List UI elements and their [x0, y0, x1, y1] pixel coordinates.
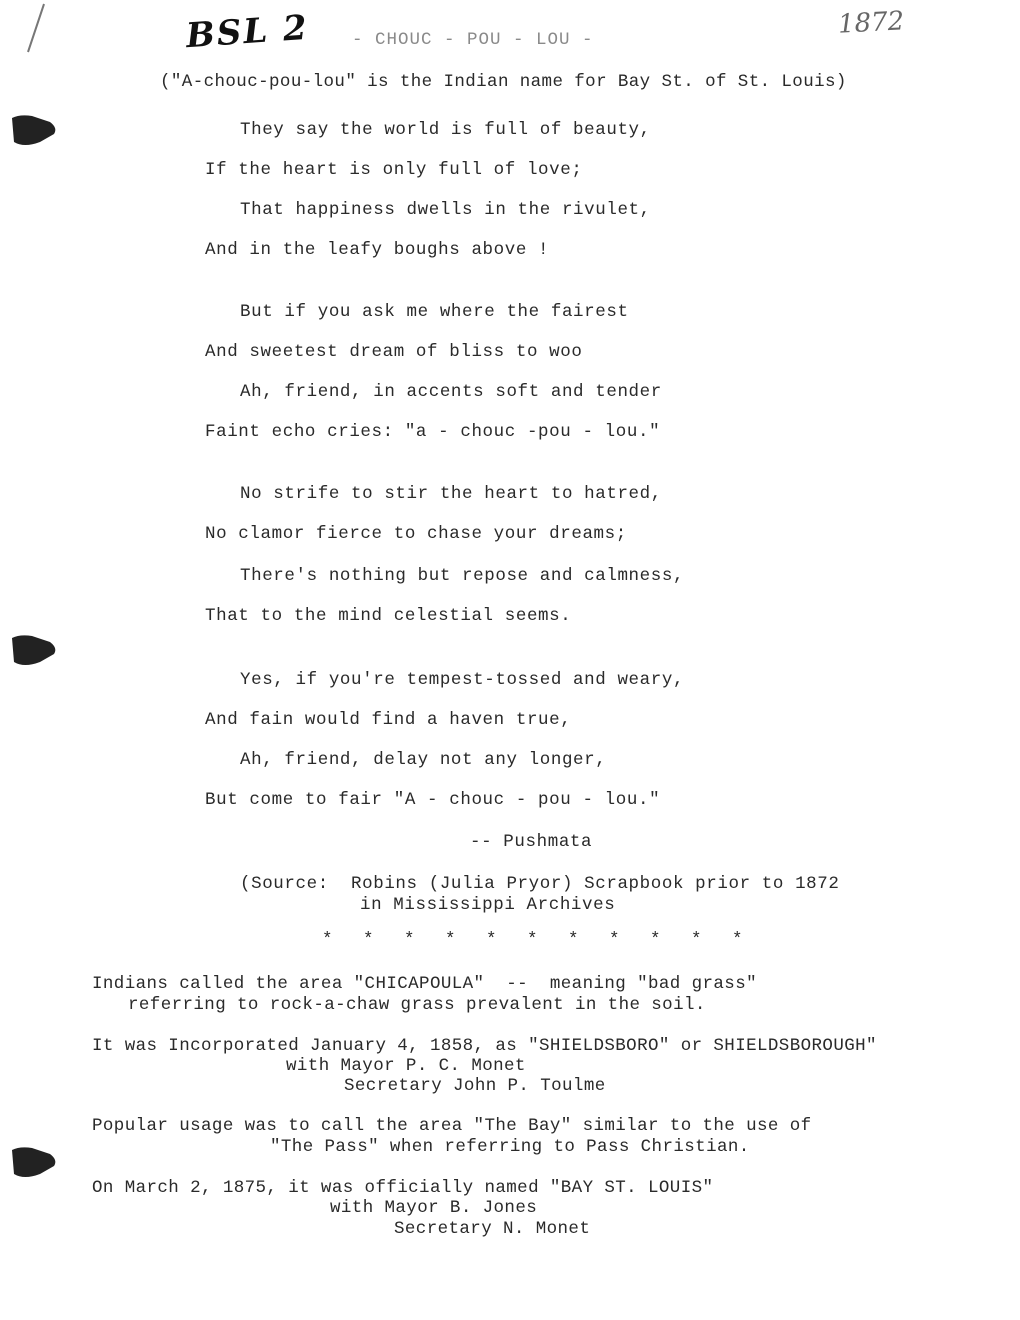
note-line: with Mayor P. C. Monet: [286, 1056, 526, 1076]
poem-line: No clamor fierce to chase your dreams;: [205, 524, 627, 544]
poem-line: And in the leafy boughs above !: [205, 240, 550, 260]
poem-line: And sweetest dream of bliss to woo: [205, 342, 583, 362]
source-line: (Source: Robins (Julia Pryor) Scrapbook prior to 1872: [240, 874, 840, 894]
poem-line: Ah, friend, delay not any longer,: [240, 750, 607, 770]
note-line: with Mayor B. Jones: [330, 1198, 538, 1218]
poem-line: And fain would find a haven true,: [205, 710, 572, 730]
note-line: Secretary N. Monet: [394, 1219, 591, 1239]
poem-line: Yes, if you're tempest-tossed and weary,: [240, 670, 685, 690]
poem-line: If the heart is only full of love;: [205, 160, 583, 180]
poem-line: There's nothing but repose and calmness,: [240, 566, 685, 586]
poem-line: But if you ask me where the fairest: [240, 302, 629, 322]
poem-line: But come to fair "A - chouc - pou - lou.": [205, 790, 661, 810]
poem-line: No strife to stir the heart to hatred,: [240, 484, 662, 504]
poem-subtitle: ("A-chouc-pou-lou" is the Indian name for Bay St. of St. Louis): [160, 72, 847, 92]
poem-line: They say the world is full of beauty,: [240, 120, 651, 140]
note-line: referring to rock-a-chaw grass prevalent in the soil.: [128, 995, 706, 1015]
note-line: On March 2, 1875, it was officially named "BAY ST. LOUIS": [92, 1178, 714, 1198]
poem-line: Faint echo cries: "a - chouc -pou - lou.": [205, 422, 661, 442]
note-line: Indians called the area "CHICAPOULA" -- meaning "bad grass": [92, 974, 758, 994]
hole-punch-mark: [10, 632, 58, 668]
hole-punch-mark: [10, 1144, 58, 1180]
poem-line: That to the mind celestial seems.: [205, 606, 572, 626]
note-line: "The Pass" when referring to Pass Christian.: [270, 1137, 750, 1157]
handwritten-code: BSL 2: [184, 7, 310, 57]
section-separator: * * * * * * * * * * *: [322, 930, 753, 950]
hole-punch-mark: [10, 112, 58, 148]
source-line: in Mississippi Archives: [360, 895, 616, 915]
note-line: Popular usage was to call the area "The Bay" similar to the use of: [92, 1116, 812, 1136]
poem-line: That happiness dwells in the rivulet,: [240, 200, 651, 220]
pen-slash-mark: [14, 0, 54, 60]
note-line: Secretary John P. Toulme: [344, 1076, 606, 1096]
handwritten-year: 1872: [837, 6, 905, 40]
note-line: It was Incorporated January 4, 1858, as "SHIELDSBORO" or SHIELDSBOROUGH": [92, 1036, 877, 1056]
poem-line: Ah, friend, in accents soft and tender: [240, 382, 662, 402]
poem-title: - CHOUC - POU - LOU -: [352, 30, 594, 50]
poem-attribution: -- Pushmata: [470, 832, 593, 852]
